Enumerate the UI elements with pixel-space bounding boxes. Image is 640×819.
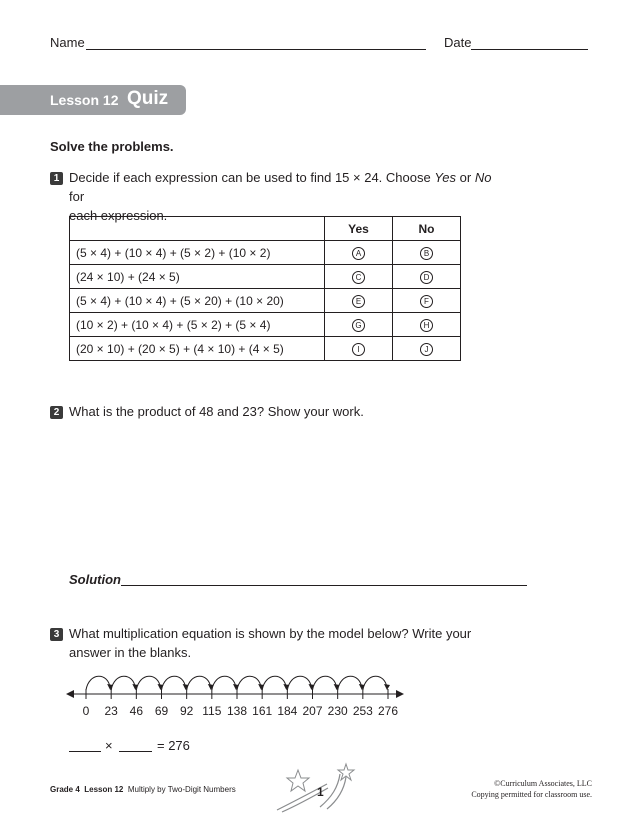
jump-arc — [338, 676, 362, 690]
question-1-number: 1 — [50, 172, 63, 185]
column-no: No — [393, 217, 461, 241]
number-line — [60, 660, 410, 710]
tick-label: 138 — [226, 704, 248, 718]
jump-arc — [111, 676, 135, 690]
choice-h-bubble[interactable]: H — [420, 319, 433, 332]
jump-arc — [262, 676, 286, 690]
jump-arc — [212, 676, 236, 690]
factor-blank-1[interactable] — [69, 751, 101, 752]
choice-f-bubble[interactable]: F — [420, 295, 433, 308]
choice-g-bubble[interactable]: G — [352, 319, 365, 332]
jump-arc — [237, 676, 261, 690]
choice-e-bubble[interactable]: E — [352, 295, 365, 308]
expression: (20 × 10) + (20 × 5) + (4 × 10) + (4 × 5) — [70, 337, 325, 361]
choice-d-bubble[interactable]: D — [420, 271, 433, 284]
equation-result: = 276 — [157, 738, 190, 753]
times-sign: × — [105, 738, 113, 753]
tick-label: 161 — [252, 704, 273, 718]
solution-label: Solution — [69, 572, 121, 587]
jump-arc — [363, 676, 387, 690]
lesson-banner — [0, 85, 186, 115]
expression: (5 × 4) + (10 × 4) + (5 × 2) + (10 × 2) — [70, 241, 325, 265]
footer-course: Grade 4 Lesson 12 Multiply by Two-Digit Numbers — [50, 785, 236, 794]
tick-label: 115 — [202, 704, 222, 718]
table-row — [70, 265, 461, 289]
lesson-label: Lesson 12 — [50, 92, 119, 108]
table-row — [70, 313, 461, 337]
tick-label: 276 — [377, 704, 399, 718]
choice-c-bubble[interactable]: C — [352, 271, 365, 284]
tick-label: 184 — [277, 704, 298, 718]
tick-label: 0 — [82, 704, 90, 718]
right-arrow-icon — [396, 690, 404, 698]
factor-blank-2[interactable] — [119, 751, 152, 752]
name-blank[interactable] — [86, 49, 426, 50]
table-row — [70, 337, 461, 361]
instructions: Solve the problems. — [50, 139, 174, 154]
quiz-title: Quiz — [127, 88, 169, 109]
column-yes: Yes — [325, 217, 393, 241]
choice-i-bubble[interactable]: I — [352, 343, 365, 356]
question-1-table — [69, 216, 461, 361]
question-1-text: Decide if each expression can be used to find 15 × 24. Choose Yes or No for each expression. — [69, 170, 492, 223]
date-blank[interactable] — [471, 49, 588, 50]
tick-label: 230 — [327, 704, 348, 718]
jump-arc — [313, 676, 337, 690]
jump-arc — [136, 676, 160, 690]
jump-arc — [187, 676, 211, 690]
choice-b-bubble[interactable]: B — [420, 247, 433, 260]
table-row — [70, 289, 461, 313]
tick-label: 207 — [302, 704, 323, 718]
choice-j-bubble[interactable]: J — [420, 343, 433, 356]
expression: (10 × 2) + (10 × 4) + (5 × 2) + (5 × 4) — [70, 313, 325, 337]
tick-label: 69 — [154, 704, 169, 718]
question-2-text: What is the product of 48 and 23? Show your work. — [69, 404, 364, 419]
choice-a-bubble[interactable]: A — [352, 247, 365, 260]
footer-copyright: ©Curriculum Associates, LLC Copying permitted for classroom use. — [471, 779, 592, 799]
left-arrow-icon — [66, 690, 74, 698]
date-label: Date — [444, 35, 472, 50]
jump-arc — [287, 676, 311, 690]
tick-label: 46 — [129, 704, 144, 718]
table-row — [70, 241, 461, 265]
tick-label: 253 — [352, 704, 373, 718]
tick-label: 92 — [179, 704, 194, 718]
table-header-row — [70, 217, 461, 241]
question-3-text: What multiplication equation is shown by the model below? Write your answer in the blanks. — [69, 626, 472, 660]
page-number: 1 — [317, 785, 324, 799]
expression: (5 × 4) + (10 × 4) + (5 × 20) + (10 × 20) — [70, 289, 325, 313]
arc-arrowhead-icon — [384, 684, 390, 690]
question-2-number: 2 — [50, 406, 63, 419]
solution-blank[interactable] — [121, 585, 527, 586]
work-area[interactable] — [69, 410, 529, 560]
jump-arc — [86, 676, 110, 690]
tick-label: 23 — [104, 704, 118, 718]
expression: (24 × 10) + (24 × 5) — [70, 265, 325, 289]
jump-arc — [162, 676, 186, 690]
question-3-number: 3 — [50, 628, 63, 641]
name-label: Name — [50, 35, 85, 50]
